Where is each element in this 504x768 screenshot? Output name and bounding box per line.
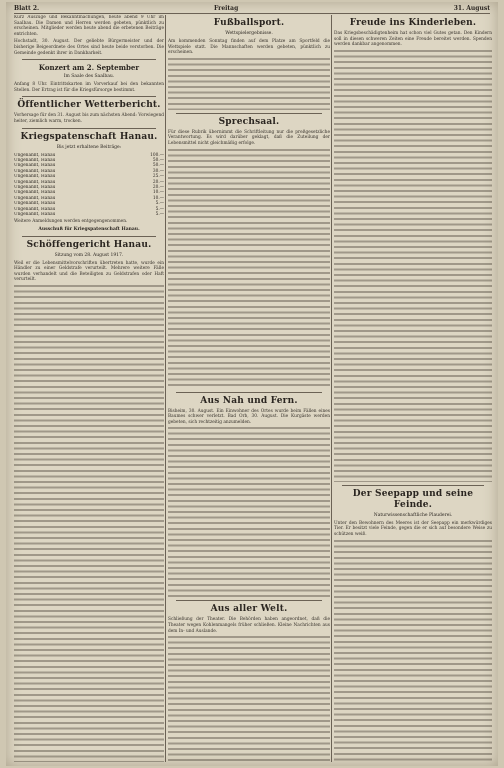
header-center: Freitag bbox=[214, 5, 239, 12]
freude-title: Freude ins Kinderleben. bbox=[349, 18, 477, 28]
divider bbox=[22, 128, 156, 129]
donation-list bbox=[14, 153, 164, 218]
donation-amount: 100.— bbox=[150, 152, 164, 158]
page-header bbox=[14, 4, 490, 14]
donation-amount: 5.— bbox=[155, 206, 164, 212]
nah-fern-title: Aus Nah und Fern. bbox=[200, 395, 298, 406]
donation-name: Ungenannt, Hanau bbox=[14, 190, 56, 196]
divider bbox=[176, 392, 322, 393]
sport-text: Am kommenden Sonntag finden auf dem Platze am Sportfeld die Wettspiele statt. Die Mannschaften werden gebeten, pünktlich zu erscheinen. bbox=[168, 39, 330, 56]
kriegspatenschaft-title: Kriegspatenschaft Hanau. bbox=[20, 131, 158, 142]
divider bbox=[22, 96, 156, 97]
sprechsaal-text: Für diese Rubrik übernimmt die Schriftleitung nur die preßgesetzliche Verantwortung. Es wird darüber geklagt, daß die Zuteilung der Lebensmittel nicht gleichmäßig erfolge. bbox=[168, 129, 330, 146]
donation-amount: 10.— bbox=[152, 195, 164, 201]
donation-name: Ungenannt, Hanau bbox=[14, 174, 56, 180]
ausschuss-signature: Ausschuß für Kriegspatenschaft Hanau. bbox=[38, 227, 140, 232]
text-block bbox=[334, 50, 492, 482]
newspaper-page bbox=[6, 2, 498, 766]
freude-text: Das Kriegsbeschädigtenheim hat schon viel Gutes getan. Den Kindern soll in diesen schweren Zeiten eine Freude bereitet werden. Spenden werden dankbar angenommen. bbox=[334, 31, 492, 48]
seepapp-subtitle: Naturwissenschaftliche Plauderei. bbox=[373, 512, 453, 518]
column-3 bbox=[334, 15, 492, 762]
donation-amount: 50.— bbox=[152, 157, 164, 163]
donation-amount: 30.— bbox=[152, 168, 164, 174]
column-1 bbox=[14, 15, 164, 762]
donation-name: Ungenannt, Hanau bbox=[14, 201, 56, 207]
concert-title: Konzert am 2. September bbox=[38, 63, 140, 73]
donation-name: Ungenannt, Hanau bbox=[14, 206, 56, 212]
divider bbox=[22, 236, 156, 237]
sport-title: Fußballsport. bbox=[213, 18, 285, 28]
text-block bbox=[168, 149, 330, 389]
divider bbox=[176, 113, 322, 114]
sprechsaal-title: Sprechsaal. bbox=[218, 116, 280, 127]
nah-fern-text: Bisheim, 30. August. Ein Einwohner des Ortes wurde beim Fällen eines Baumes schwer verletzt. Bad Orb, 30. August. Die Kurgäste werden gebeten, sich rechtzeitig anzumelden. bbox=[168, 408, 330, 425]
donation-name: Ungenannt, Hanau bbox=[14, 152, 56, 158]
donation-name: Ungenannt, Hanau bbox=[14, 184, 56, 190]
divider bbox=[176, 600, 322, 601]
donation-amount: 5.— bbox=[155, 201, 164, 207]
text-block bbox=[14, 285, 164, 762]
divider bbox=[22, 59, 156, 60]
kriegspatenschaft-subtitle: Bis jetzt erhaltene Beiträge: bbox=[56, 144, 122, 150]
aller-welt-text: Schließung der Theater. Die Behörden haben angeordnet, daß die Theater wegen Kohlenmangels früher schließen. Kleine Nachrichten aus dem In- und Auslande. bbox=[168, 617, 330, 634]
donation-amount: 10.— bbox=[152, 190, 164, 196]
text-block bbox=[168, 636, 330, 762]
sport-subtitle: Wettspielergebnisse. bbox=[225, 31, 273, 36]
donations-footer: Weitere Anmeldungen werden entgegengenommen. bbox=[14, 219, 128, 225]
aller-welt-title: Aus aller Welt. bbox=[210, 604, 288, 615]
schoeffengericht-subtitle: Sitzung vom 28. August 1917. bbox=[54, 252, 124, 258]
weather-text: Vorhersage für den 31. August bis zum nächsten Abend: Vorwiegend heiter, ziemlich warm, trocken. bbox=[14, 113, 164, 124]
schoeffengericht-title: Schöffengericht Hanau. bbox=[26, 239, 152, 250]
concert-subtitle: Im Saale des Saalbau. bbox=[63, 74, 115, 80]
divider bbox=[342, 485, 484, 486]
donation-name: Ungenannt, Hanau bbox=[14, 168, 56, 174]
donation-amount: 20.— bbox=[152, 179, 164, 185]
concert-text: Anfang 8 Uhr. Eintrittskarten im Vorverkauf bei den bekannten Stellen. Der Ertrag ist für die Kriegsfürsorge bestimmt. bbox=[14, 82, 164, 93]
header-right: 31. August bbox=[453, 5, 490, 12]
column-rule bbox=[165, 15, 166, 762]
donation-name: Ungenannt, Hanau bbox=[14, 163, 56, 169]
donation-name: Ungenannt, Hanau bbox=[14, 179, 56, 185]
donation-amount: 50.— bbox=[152, 163, 164, 169]
donation-row bbox=[14, 212, 164, 217]
schoeffengericht-text: Weil er die Lebensmittelvorschriften übertreten hatte, wurde ein Händler zu einer Geldstrafe verurteilt. Mehrere weitere Fälle wurden verhandelt und die Beteiligten zu Geldstrafen oder Haft verurteilt. bbox=[14, 260, 164, 283]
donation-name: Ungenannt, Hanau bbox=[14, 212, 56, 217]
donation-amount: 25.— bbox=[152, 174, 164, 180]
column-2 bbox=[168, 15, 330, 762]
weather-title: Öffentlicher Wetterbericht. bbox=[17, 100, 161, 111]
seepapp-title: Der Seepapp und seine Feinde. bbox=[352, 488, 474, 510]
donation-amount: 5.— bbox=[155, 212, 164, 217]
text-block bbox=[168, 427, 330, 597]
header-left: Blatt 2. bbox=[14, 5, 40, 12]
donation-amount: 20.— bbox=[152, 184, 164, 190]
intro-text: Kurz Auszüge und Bekanntmachungen, heute abend 9 Uhr im Saalbau. Die Damen und Herren werden gebeten, pünktlich zu erscheinen. Mitglieder werden heute abend die erbetenen Beiträge entrichten. bbox=[14, 15, 164, 37]
column-rule bbox=[331, 15, 332, 762]
text-block bbox=[168, 58, 330, 110]
text-block bbox=[334, 540, 492, 762]
donation-name: Ungenannt, Hanau bbox=[14, 157, 56, 163]
donation-name: Ungenannt, Hanau bbox=[14, 195, 56, 201]
intro-paragraph: Hochstadt, 30. August. Der geliebte Bürgermeister und der bisherige Beigeordnete des Ortes sind heute beide verstorben. Die Gemeinde gedenkt ihrer in Dankbarkeit. bbox=[14, 39, 164, 56]
seepapp-text: Unter den Bewohnern des Meeres ist der Seepapp ein merkwürdiges Tier. Er besitzt viele Feinde, gegen die er sich auf besondere Weise zu schützen weiß. bbox=[334, 520, 492, 537]
